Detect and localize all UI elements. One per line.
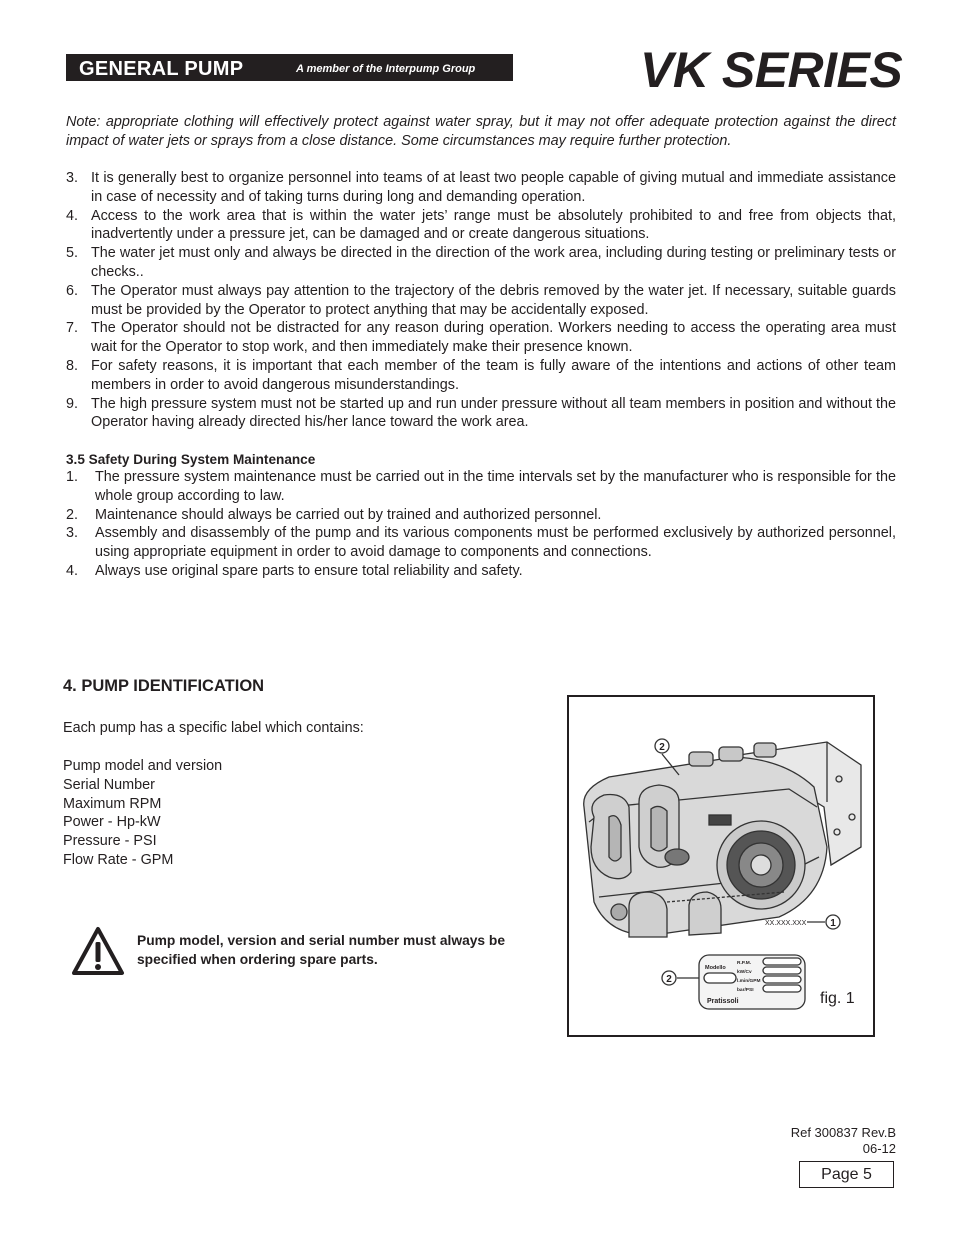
list-item: 7. The Operator should not be distracted for any reason during operation. Workers needing to access the operating area must wait for the Operator to stop work, and then immediately make their presence known. (66, 320, 896, 356)
list-item: 4. Access to the work area that is within the water jets’ range must be absolutely prohibited to and free from objects that, inadvertently under a pressure jet, can be damaged and or create dangerous situations. (66, 207, 896, 243)
list-item: Pressure - PSI (63, 833, 157, 850)
label-field: R.P.M. (737, 961, 752, 966)
figure-caption: fig. 1 (820, 990, 855, 1007)
list-item: Power - Hp-kW (63, 814, 161, 831)
list-item: Serial Number (63, 776, 155, 793)
brand-name: GENERAL PUMP (79, 58, 244, 80)
safety-list (66, 169, 896, 432)
pump-illustration (569, 697, 873, 1035)
page-number: Page 5 (799, 1161, 894, 1188)
label-model: Modello (705, 965, 726, 971)
label-field: l.min/GPM (737, 979, 761, 984)
callout-2-bottom: 2 (666, 974, 672, 985)
warning-text: Pump model, version and serial number must always be specified when ordering spare parts. (137, 933, 506, 967)
list-item: 3. Assembly and disassembly of the pump and its various components must be performed exclusively by authorized personnel, using appropriate equipment in order to avoid damage to components and connections. (66, 525, 896, 561)
list-item: Pump model and version (63, 758, 223, 774)
series-title: VK SERIES (640, 42, 903, 98)
revision-date: 06-12 (862, 1141, 896, 1156)
list-item: 4. Always use original spare parts to ensure total reliability and safety. (66, 562, 523, 579)
list-item: Maximum RPM (63, 795, 162, 812)
list-item: 1. The pressure system maintenance must be carried out in the time intervals set by the manufacturer who is responsible for the whole group according to law. (66, 469, 896, 504)
section-heading: 3.5 Safety During System Maintenance (66, 452, 316, 467)
serial-number-text: XX.XXX.XXX (765, 920, 807, 927)
document-reference: Ref 300837 Rev.B (790, 1125, 896, 1140)
list-item: 6. The Operator must always pay attention to the trajectory of the debris removed by the water jet. If necessary, suitable guards must be provided by the Operator to protect anything that may be accidentally exposed. (66, 282, 896, 318)
maintenance-list (66, 468, 896, 581)
brand-tagline: A member of the Interpump Group (296, 63, 476, 75)
warning-icon (70, 925, 126, 977)
label-contents-list (63, 757, 222, 870)
section-heading: 4. PUMP IDENTIFICATION (63, 677, 265, 695)
list-item: 8. For safety reasons, it is important that each member of the team is fully aware of the intentions and actions of other team members in order to avoid dangerous misunderstandings. (66, 357, 896, 393)
pump-figure (567, 695, 875, 1037)
list-item: 3. It is generally best to organize personnel into teams of at least two people capable of giving mutual and immediate assistance in case of necessity and of taking turns during long and demanding operation. (66, 170, 896, 205)
list-item: Flow Rate - GPM (63, 851, 174, 868)
safety-note: Note: appropriate clothing will effectively protect against water spray, but it may not offer adequate protection against the direct impact of water jets or sprays from a close distance. Some circumstances may require further protection. (66, 114, 896, 149)
label-field: bar/PSI (737, 988, 754, 993)
list-item: 5. The water jet must only and always be directed in the direction of the work area, including during testing or preliminary tests or checks.. (66, 245, 896, 280)
list-item: 9. The high pressure system must not be started up and run under pressure without all team members in position and without the Operator having already directed his/her lance toward the work area. (66, 395, 896, 431)
callout-1: 1 (830, 918, 836, 929)
section-intro: Each pump has a specific label which contains: (63, 720, 364, 736)
list-item: 2. Maintenance should always be carried out by trained and authorized personnel. (66, 506, 602, 523)
label-brand: Pratissoli (707, 998, 739, 1005)
callout-2-top: 2 (659, 742, 665, 753)
label-field: kW/Cv (737, 970, 752, 975)
